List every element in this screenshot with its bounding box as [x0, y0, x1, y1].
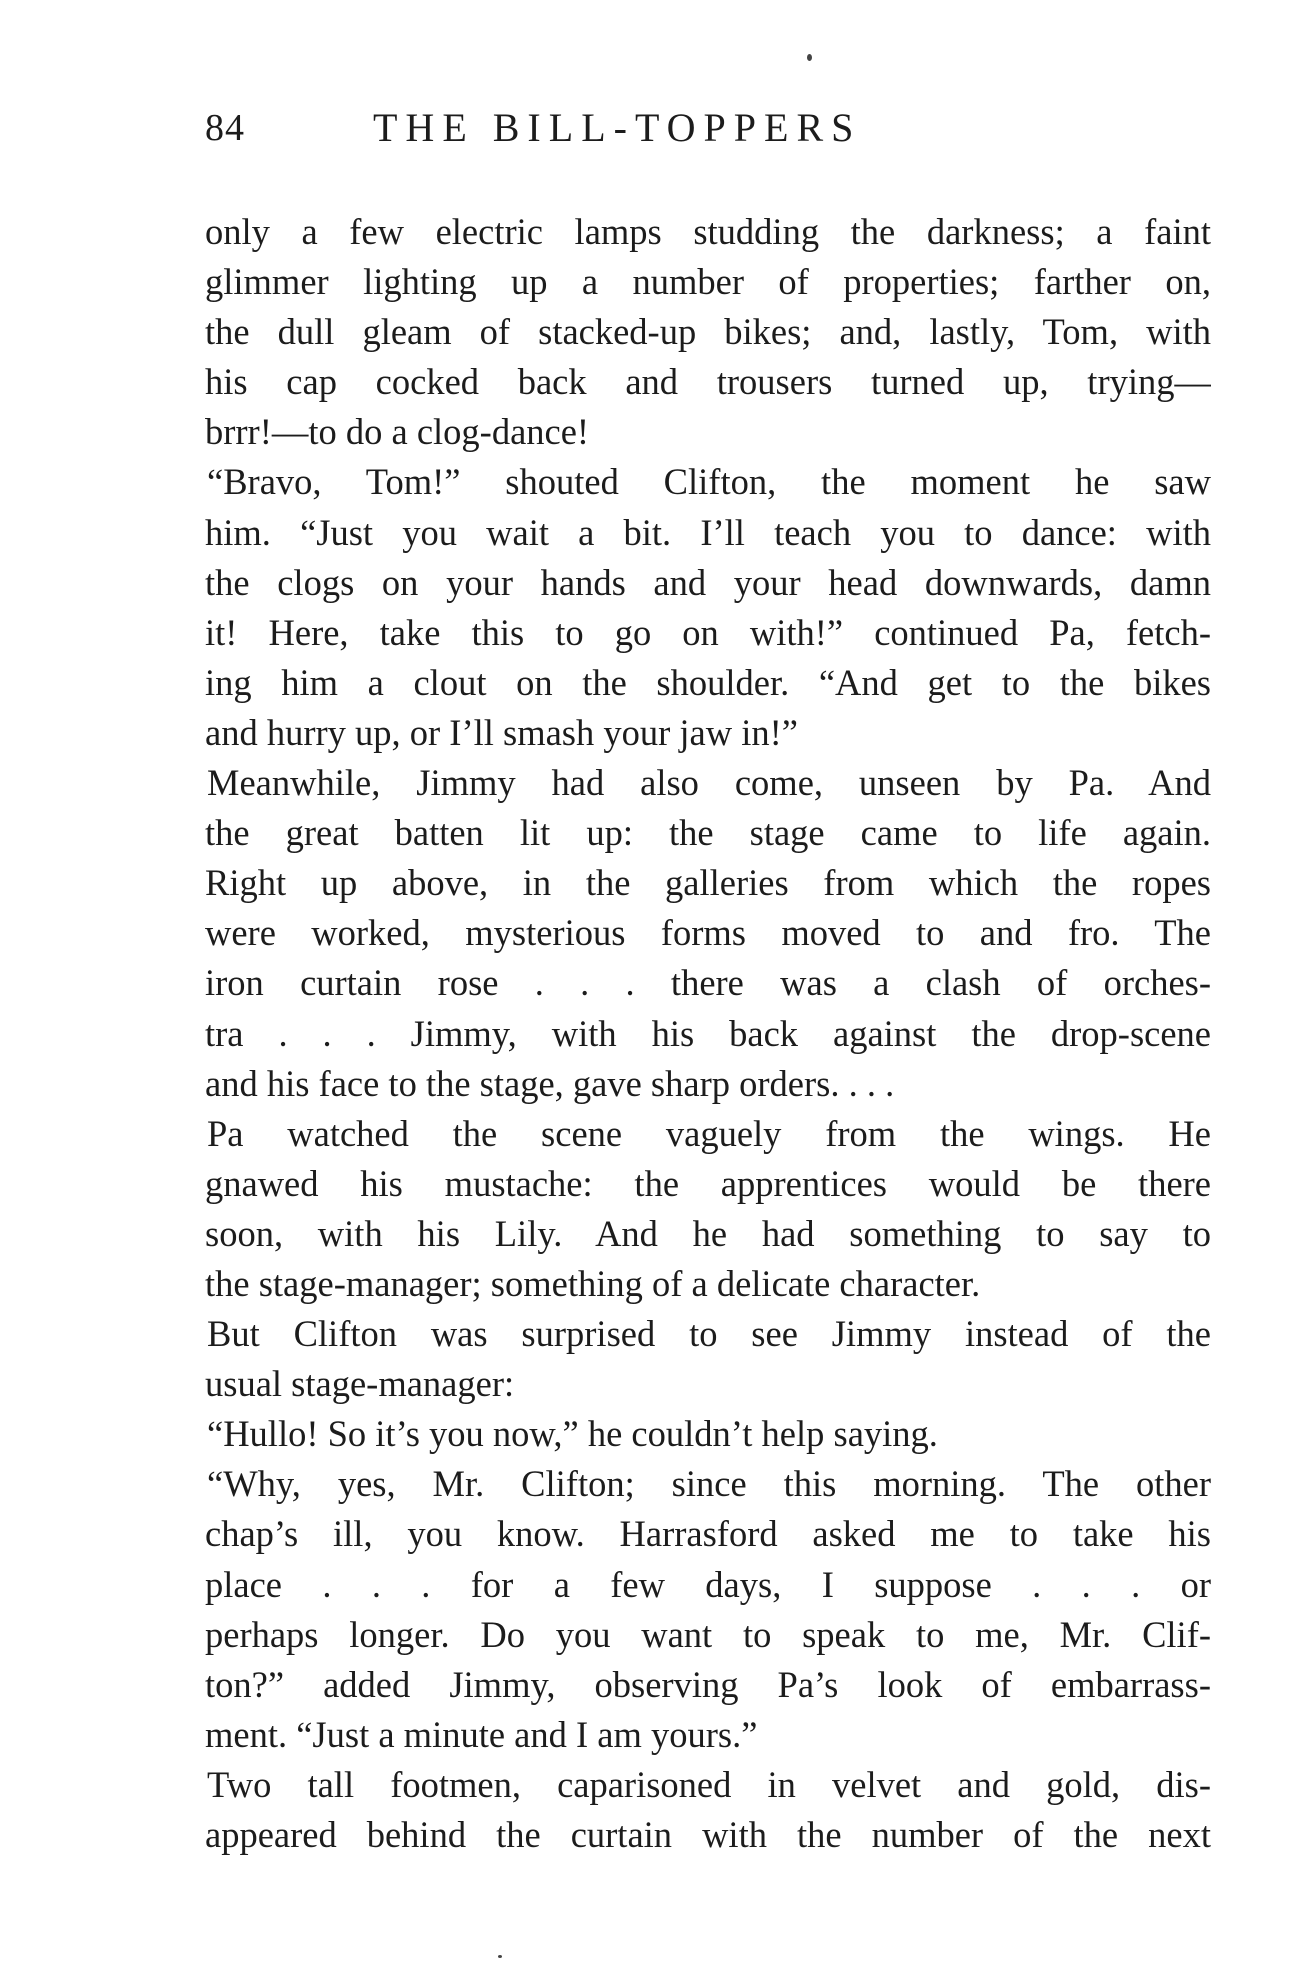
- text-line: ing him a clout on the shoulder. “And get to the bikes: [205, 661, 1211, 703]
- text-line: brrr!—to do a clog-dance!: [205, 411, 590, 453]
- text-line: “Hullo! So it’s you now,” he couldn’t help saying.: [207, 1413, 938, 1455]
- text-line: Meanwhile, Jimmy had also come, unseen by Pa. And: [207, 762, 1211, 804]
- text-line: glimmer lighting up a number of properties; farther on,: [205, 261, 1211, 303]
- text-line: iron curtain rose . . . there was a clash of orches-: [205, 962, 1211, 1004]
- running-head: THE BILL-TOPPERS: [373, 105, 862, 150]
- text-line: ton?” added Jimmy, observing Pa’s look of embarrass-: [205, 1663, 1211, 1705]
- text-line: it! Here, take this to go on with!” continued Pa, fetch-: [205, 611, 1211, 653]
- text-line: were worked, mysterious forms moved to and fro. The: [205, 912, 1211, 954]
- text-line: But Clifton was surprised to see Jimmy instead of the: [207, 1313, 1211, 1355]
- text-line: chap’s ill, you know. Harrasford asked me to take his: [205, 1513, 1211, 1555]
- text-line: “Why, yes, Mr. Clifton; since this morning. The other: [207, 1463, 1211, 1505]
- text-line: the clogs on your hands and your head downwards, damn: [205, 561, 1211, 603]
- text-line: the great batten lit up: the stage came to life again.: [205, 812, 1211, 854]
- text-line: Right up above, in the galleries from which the ropes: [205, 862, 1211, 904]
- text-line: the dull gleam of stacked-up bikes; and, lastly, Tom, with: [205, 311, 1211, 353]
- text-line: appeared behind the curtain with the number of the next: [205, 1814, 1211, 1855]
- text-line: perhaps longer. Do you want to speak to me, Mr. Clif-: [205, 1613, 1211, 1655]
- text-line: him. “Just you wait a bit. I’ll teach you to dance: with: [205, 511, 1211, 553]
- text-line: soon, with his Lily. And he had something to say to: [205, 1212, 1211, 1254]
- page-number: 84: [205, 107, 245, 149]
- page-header: [205, 98, 1215, 158]
- body-text: [205, 207, 1211, 1860]
- text-line: Two tall footmen, caparisoned in velvet and gold, dis-: [207, 1763, 1211, 1805]
- text-line: tra . . . Jimmy, with his back against the drop-scene: [205, 1012, 1211, 1054]
- text-line: place . . . for a few days, I suppose . . . or: [205, 1563, 1211, 1605]
- text-line: the stage-manager; something of a delicate character.: [205, 1262, 981, 1304]
- text-line: only a few electric lamps studding the darkness; a faint: [205, 211, 1211, 252]
- text-line: and his face to the stage, gave sharp orders. . . .: [205, 1062, 895, 1104]
- text-line: and hurry up, or I’ll smash your jaw in!”: [205, 711, 798, 753]
- text-line: usual stage-manager:: [205, 1363, 515, 1405]
- text-line: gnawed his mustache: the apprentices would be there: [205, 1162, 1211, 1204]
- ink-speck: [498, 1955, 502, 1958]
- text-line: his cap cocked back and trousers turned up, trying—: [205, 361, 1211, 403]
- ink-speck: [807, 54, 812, 61]
- text-line: “Bravo, Tom!” shouted Clifton, the moment he saw: [207, 461, 1211, 503]
- text-line: Pa watched the scene vaguely from the wings. He: [207, 1112, 1211, 1154]
- text-line: ment. “Just a minute and I am yours.”: [205, 1713, 758, 1755]
